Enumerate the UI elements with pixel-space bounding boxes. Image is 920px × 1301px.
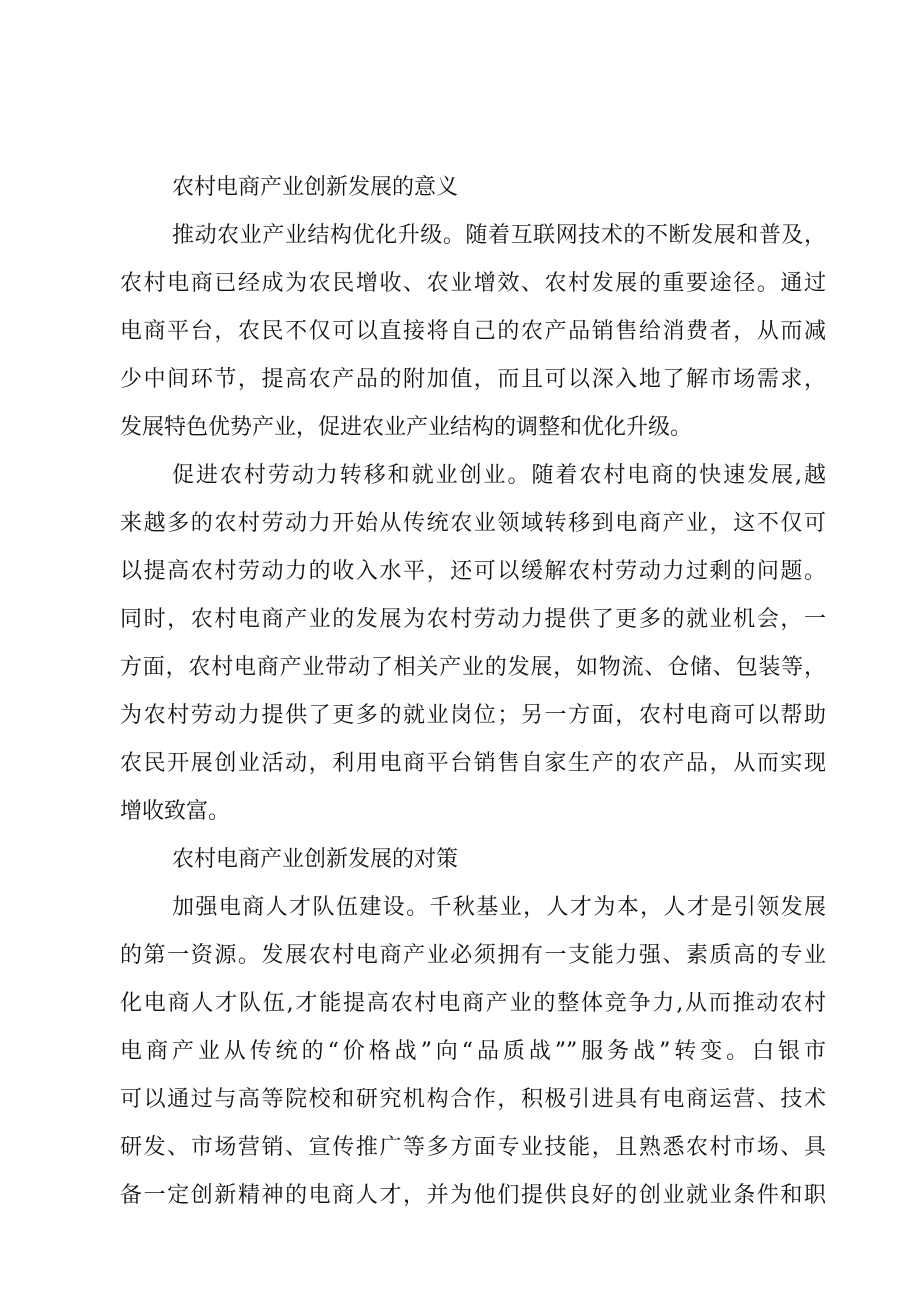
paragraph-line: 化电商人才队伍,才能提高农村电商产业的整体竞争力,从而推动农村	[120, 991, 826, 1016]
paragraph-line: 农村电商已经成为农民增收、农业增效、农村发展的重要途径。通过	[120, 271, 826, 296]
paragraph-line: 可以通过与高等院校和研究机构合作，积极引进具有电商运营、技术	[120, 1087, 826, 1112]
paragraph-labor-transfer	[120, 452, 826, 836]
paragraph-industry-upgrade	[120, 212, 826, 452]
paragraph-line: 促进农村劳动力转移和就业创业。随着农村电商的快速发展,越	[172, 463, 826, 488]
paragraph-line: 以提高农村劳动力的收入水平，还可以缓解农村劳动力过剩的问题。	[120, 559, 826, 584]
paragraph-line: 加强电商人才队伍建设。千秋基业，人才为本，人才是引领发展	[172, 895, 826, 920]
paragraph-line: 来越多的农村劳动力开始从传统农业领域转移到电商产业，这不仅可	[120, 511, 826, 536]
document-page	[120, 164, 826, 1220]
paragraph-line: 方面，农村电商产业带动了相关产业的发展，如物流、仓储、包装等，	[120, 655, 826, 680]
paragraph-talent-building	[120, 884, 826, 1220]
paragraph-line: 电商产业从传统的“价格战”向“品质战””服务战”转变。白银市	[120, 1039, 826, 1064]
section-heading-countermeasures: 农村电商产业创新发展的对策	[172, 847, 459, 872]
paragraph-line: 少中间环节，提高农产品的附加值，而且可以深入地了解市场需求，	[120, 367, 826, 392]
paragraph-line: 电商平台，农民不仅可以直接将自己的农产品销售给消费者，从而减	[120, 319, 826, 344]
paragraph-line: 备一定创新精神的电商人才，并为他们提供良好的创业就业条件和职	[120, 1183, 826, 1208]
paragraph-line: 的第一资源。发展农村电商产业必须拥有一支能力强、素质高的专业	[120, 943, 826, 968]
paragraph-line: 发展特色优势产业，促进农业产业结构的调整和优化升级。	[120, 415, 693, 440]
section-heading-significance: 农村电商产业创新发展的意义	[172, 175, 459, 200]
paragraph-line: 农民开展创业活动，利用电商平台销售自家生产的农产品，从而实现	[120, 751, 826, 776]
paragraph-line: 同时，农村电商产业的发展为农村劳动力提供了更多的就业机会，一	[120, 607, 826, 632]
paragraph-line: 为农村劳动力提供了更多的就业岗位；另一方面，农村电商可以帮助	[120, 703, 826, 728]
paragraph-line: 推动农业产业结构优化升级。随着互联网技术的不断发展和普及，	[172, 223, 826, 248]
paragraph-line: 增收致富。	[120, 799, 231, 824]
paragraph-line: 研发、市场营销、宣传推广等多方面专业技能，且熟悉农村市场、具	[120, 1135, 826, 1160]
